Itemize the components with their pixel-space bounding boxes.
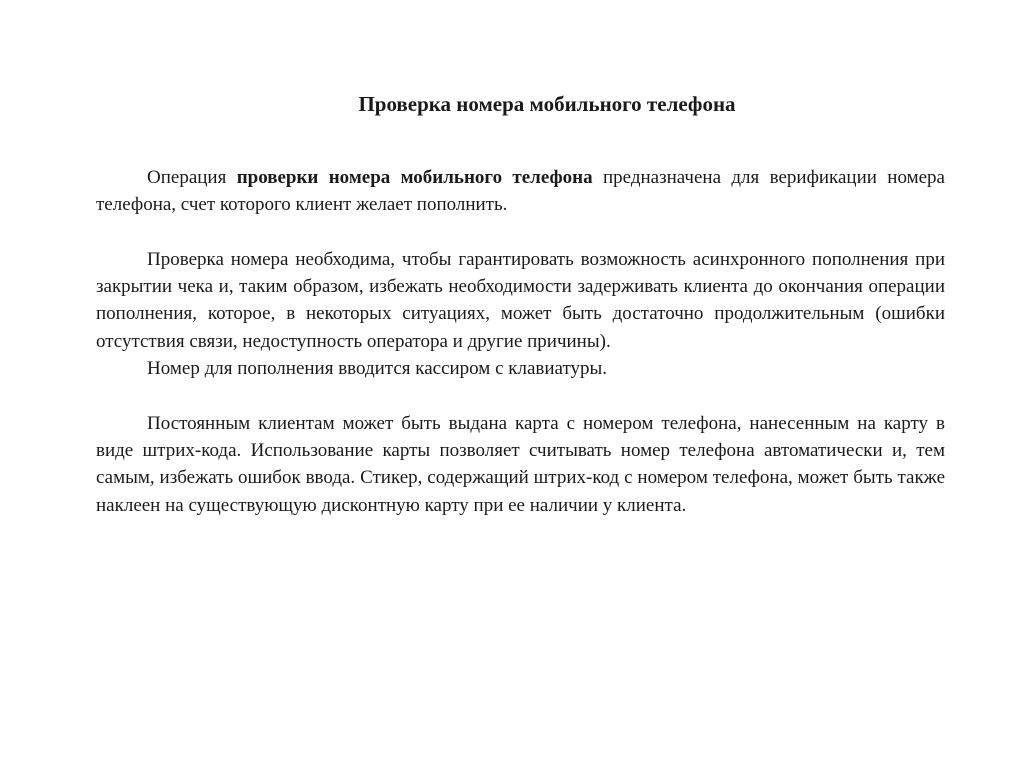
paragraph-reason: Проверка номера необходима, чтобы гарантировать возможность асинхронного пополнения при закрытии чека и, таким образом, избежать необходимости задерживать клиента до окончания операции пополнения, которое, в некоторых ситуациях, может быть достаточно продолжительным (ошибки отсутствия связи, недоступность оператора и другие причины). <box>96 248 945 352</box>
paragraph-purpose-bold-term: проверки номера мобильного телефона <box>236 167 593 188</box>
paragraph-purpose <box>96 164 945 219</box>
paragraph-barcode-card: Постоянным клиентам может быть выдана карта с номером телефона, нанесенным на карту в виде штрих-кода. Использование карты позволяет считывать номер телефона автоматически и, тем самым, избежать ошибок ввода. Стикер, содержащий штрих-код с номером телефона, может быть также наклеен на существующую дисконтную карту при ее наличии у клиента. <box>96 412 945 516</box>
paragraph-purpose-lead: Операция <box>147 167 237 188</box>
paragraph-spacer <box>96 382 945 409</box>
document-body <box>96 164 945 519</box>
paragraph-keyboard-entry: Номер для пополнения вводится кассиром с клавиатуры. <box>147 358 608 380</box>
paragraph-spacer <box>96 219 945 246</box>
page-title: Проверка номера мобильного телефона <box>358 92 736 116</box>
paragraph-purpose-tail: предназначена для верификации номера телефона, счет которого клиент желает пополнить. <box>96 167 945 216</box>
